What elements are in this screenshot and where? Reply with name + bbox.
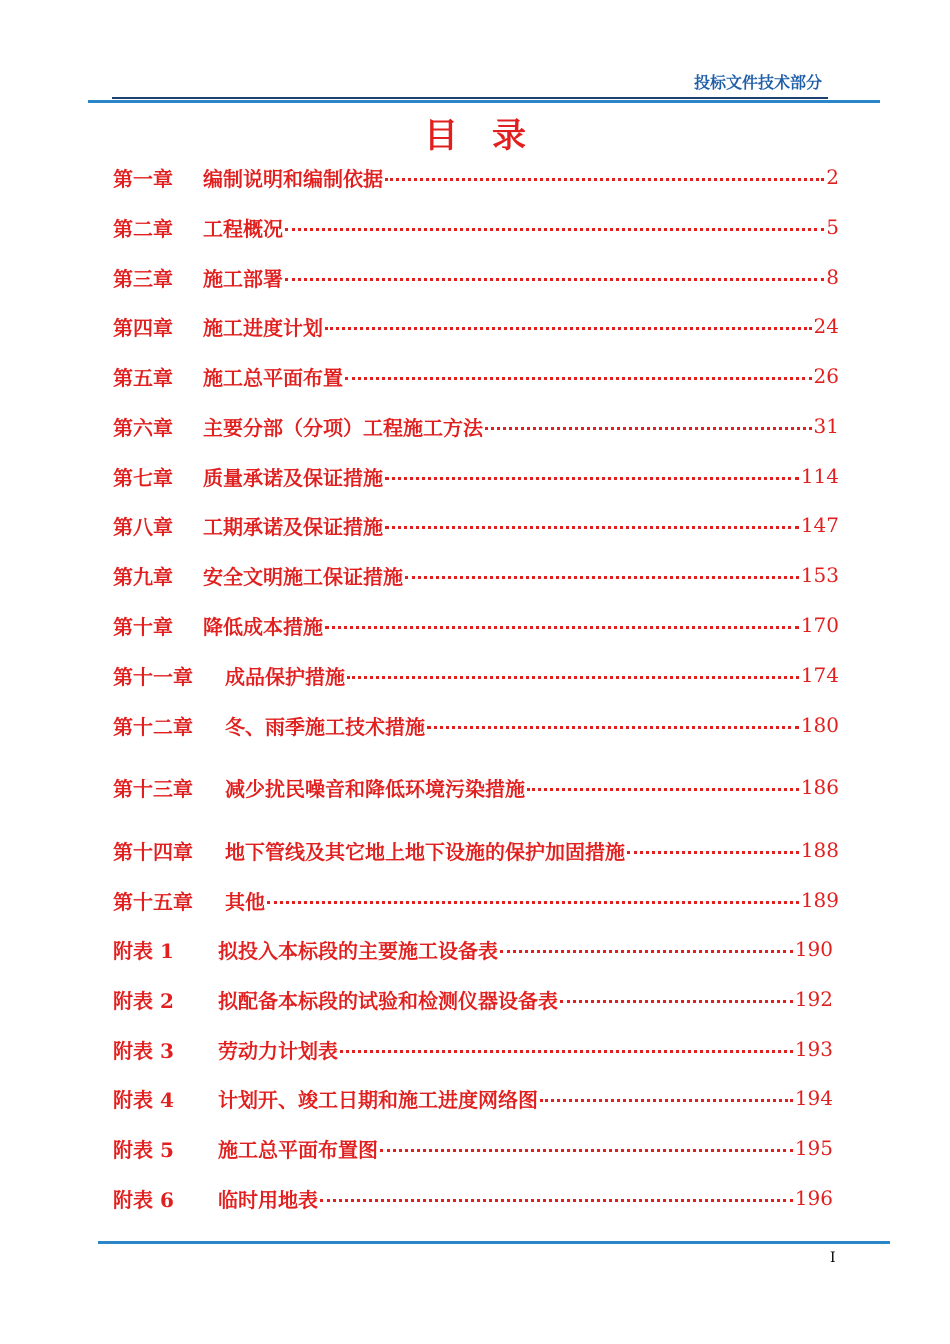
toc-chapter-title: 主要分部（分项）工程施工方法 [203, 415, 483, 440]
toc-chapter-title: 劳动力计划表 [218, 1038, 338, 1063]
toc-chapter-number: 第十章 [113, 614, 173, 639]
toc-page-number: 190 [794, 937, 833, 961]
toc-chapter-number: 附表 6 [113, 1187, 174, 1212]
toc-dot-leader [540, 1099, 793, 1102]
toc-page-number: 26 [813, 364, 839, 388]
toc-chapter-title: 计划开、竣工日期和施工进度网络图 [218, 1087, 538, 1112]
toc-chapter-title: 施工进度计划 [203, 315, 323, 340]
toc-page-number: 195 [794, 1136, 833, 1160]
toc-dot-leader [385, 526, 799, 529]
toc-chapter-number: 第四章 [113, 315, 173, 340]
toc-chapter-title: 拟配备本标段的试验和检测仪器设备表 [218, 988, 558, 1013]
toc-title: 目录 [424, 116, 560, 156]
toc-chapter-number: 第一章 [113, 166, 173, 191]
toc-page-number: 114 [800, 464, 839, 488]
toc-dot-leader [560, 1000, 793, 1003]
toc-page-number: 8 [826, 265, 839, 289]
toc-page-number: 188 [800, 838, 839, 862]
header-rule-dark [112, 97, 828, 99]
toc-dot-leader [325, 626, 799, 629]
toc-entry[interactable] [113, 262, 839, 292]
toc-entry[interactable] [113, 361, 839, 391]
toc-entry[interactable] [113, 311, 839, 341]
header-rule [88, 100, 880, 103]
toc-chapter-number: 附表 1 [113, 938, 174, 963]
toc-page-number: 153 [800, 563, 839, 587]
toc-entry[interactable] [113, 560, 839, 590]
toc-chapter-title: 临时用地表 [218, 1187, 318, 1212]
toc-page-number: 174 [800, 663, 839, 687]
toc-dot-leader [285, 228, 824, 231]
toc-chapter-number: 第九章 [113, 564, 173, 589]
toc-chapter-number: 第十一章 [113, 664, 193, 689]
toc-dot-leader [427, 726, 799, 729]
toc-chapter-title: 冬、雨季施工技术措施 [225, 714, 425, 739]
toc-chapter-title: 施工总平面布置 [203, 365, 343, 390]
toc-page-number: 31 [813, 414, 839, 438]
toc-dot-leader [385, 178, 824, 181]
toc-dot-leader [380, 1149, 793, 1152]
toc-chapter-title: 施工总平面布置图 [218, 1137, 378, 1162]
toc-chapter-title: 降低成本措施 [203, 614, 323, 639]
toc-entry[interactable] [113, 162, 839, 192]
toc-entry[interactable] [113, 1133, 833, 1163]
toc-entry[interactable] [113, 610, 839, 640]
toc-dot-leader [320, 1199, 793, 1202]
toc-entry[interactable] [113, 1083, 833, 1113]
toc-entry[interactable] [113, 984, 833, 1014]
toc-entry[interactable] [113, 835, 839, 865]
toc-entry[interactable] [113, 772, 839, 802]
toc-dot-leader [405, 576, 799, 579]
toc-entry[interactable] [113, 660, 839, 690]
toc-entry[interactable] [113, 885, 839, 915]
toc-chapter-number: 第二章 [113, 216, 173, 241]
toc-chapter-title: 工期承诺及保证措施 [203, 514, 383, 539]
toc-entry[interactable] [113, 710, 839, 740]
toc-chapter-title: 其他 [225, 889, 265, 914]
toc-page-number: 2 [826, 165, 839, 189]
toc-chapter-number: 附表 4 [113, 1087, 174, 1112]
toc-chapter-title: 工程概况 [203, 216, 283, 241]
toc-entry[interactable] [113, 1034, 833, 1064]
toc-dot-leader [485, 427, 812, 430]
toc-dot-leader [527, 788, 799, 791]
toc-chapter-number: 第十二章 [113, 714, 193, 739]
page-number: I [830, 1250, 836, 1266]
toc-chapter-number: 第十五章 [113, 889, 193, 914]
toc-page-number: 180 [800, 713, 839, 737]
toc-page-number: 147 [800, 513, 839, 537]
toc-chapter-title: 编制说明和编制依据 [203, 166, 383, 191]
toc-chapter-number: 第十四章 [113, 839, 193, 864]
toc-dot-leader [627, 851, 799, 854]
toc-page-number: 24 [813, 314, 839, 338]
toc-dot-leader [385, 477, 799, 480]
toc-chapter-title: 质量承诺及保证措施 [203, 465, 383, 490]
toc-chapter-number: 第六章 [113, 415, 173, 440]
toc-page-number: 5 [826, 215, 839, 239]
toc-chapter-number: 第五章 [113, 365, 173, 390]
toc-dot-leader [340, 1050, 793, 1053]
toc-chapter-number: 第七章 [113, 465, 173, 490]
toc-page-number: 189 [800, 888, 839, 912]
toc-dot-leader [347, 676, 799, 679]
toc-chapter-number: 附表 3 [113, 1038, 174, 1063]
toc-dot-leader [345, 377, 812, 380]
toc-dot-leader [325, 327, 812, 330]
toc-page-number: 192 [794, 987, 833, 1011]
toc-entry[interactable] [113, 510, 839, 540]
toc-page-number: 170 [800, 613, 839, 637]
toc-chapter-number: 第八章 [113, 514, 173, 539]
toc-dot-leader [500, 950, 793, 953]
footer-rule [98, 1241, 890, 1244]
toc-chapter-title: 减少扰民噪音和降低环境污染措施 [225, 776, 525, 801]
toc-entry[interactable] [113, 1183, 833, 1213]
toc-page-number: 196 [794, 1186, 833, 1210]
toc-chapter-number: 第三章 [113, 266, 173, 291]
toc-chapter-number: 附表 2 [113, 988, 174, 1013]
toc-page-number: 194 [794, 1086, 833, 1110]
toc-entry[interactable] [113, 212, 839, 242]
toc-chapter-title: 拟投入本标段的主要施工设备表 [218, 938, 498, 963]
toc-entry[interactable] [113, 934, 833, 964]
toc-chapter-number: 附表 5 [113, 1137, 174, 1162]
toc-chapter-title: 地下管线及其它地上地下设施的保护加固措施 [225, 839, 625, 864]
running-header: 投标文件技术部分 [693, 73, 822, 92]
toc-page-number: 186 [800, 775, 839, 799]
toc-dot-leader [267, 901, 799, 904]
toc-page-number: 193 [794, 1037, 833, 1061]
toc-dot-leader [285, 278, 824, 281]
toc-entry[interactable] [113, 411, 839, 441]
toc-chapter-title: 安全文明施工保证措施 [203, 564, 403, 589]
toc-chapter-title: 施工部署 [203, 266, 283, 291]
toc-chapter-number: 第十三章 [113, 776, 193, 801]
toc-entry[interactable] [113, 461, 839, 491]
toc-chapter-title: 成品保护措施 [225, 664, 345, 689]
